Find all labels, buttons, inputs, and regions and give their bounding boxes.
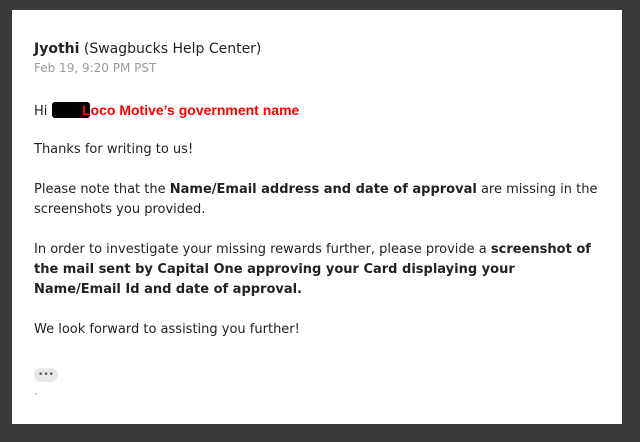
closing-paragraph: We look forward to assisting you further!	[34, 322, 300, 337]
missing-info-text-1: Please note that the	[34, 182, 170, 197]
email-timestamp: Feb 19, 9:20 PM PST	[34, 61, 157, 75]
greeting-line	[34, 102, 604, 126]
sender-org: (Swagbucks Help Center)	[79, 41, 262, 57]
email-message-panel	[12, 10, 622, 424]
request-text: In order to investigate your missing rewards further, please provide a	[34, 242, 491, 257]
greeting-text: Hi	[34, 104, 48, 119]
missing-info-paragraph	[34, 180, 604, 220]
email-header	[34, 40, 261, 76]
missing-info-text-2: are missing in the screenshots you provided.	[34, 182, 598, 217]
email-body	[34, 102, 604, 360]
show-trimmed-content-button[interactable]	[34, 368, 58, 382]
request-paragraph	[34, 240, 604, 300]
ellipsis-icon: •••	[38, 370, 54, 380]
separator-dot	[35, 393, 37, 395]
thanks-paragraph: Thanks for writing to us!	[34, 142, 194, 157]
sender-line	[34, 40, 261, 58]
sender-name: Jyothi	[34, 41, 80, 57]
overlay-annotation: Loco Motive’s government name	[82, 102, 300, 118]
request-bold: screenshot of the mail sent by Capital One approving your Card displaying your Name/Email Id and date of approval.	[34, 242, 591, 297]
missing-info-bold: Name/Email address and date of approval	[169, 182, 477, 197]
